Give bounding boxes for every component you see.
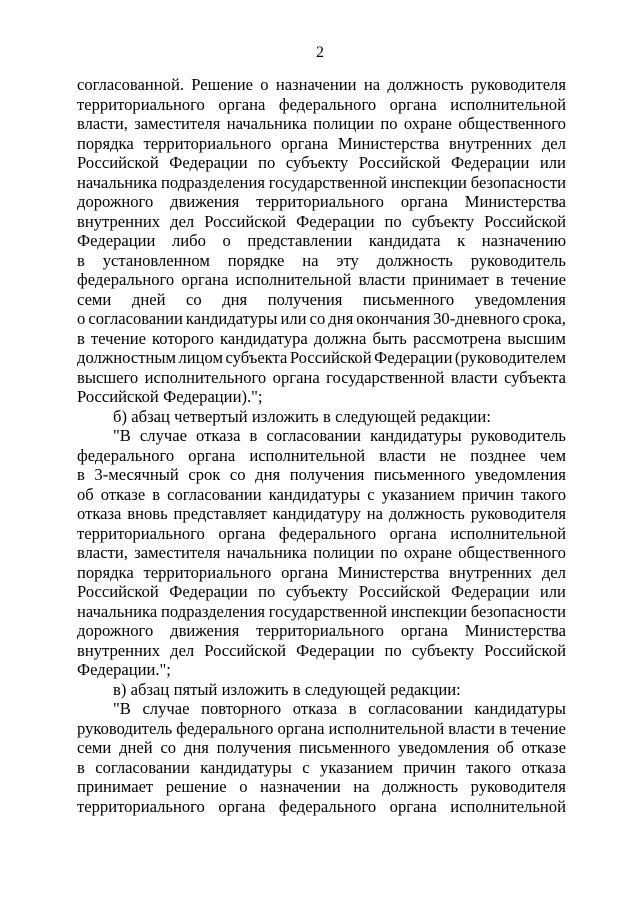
text-line: федерального органа исполнительной власти не позднее чем [77, 445, 566, 465]
text-line: Федерации."; [77, 660, 171, 679]
text-line: порядка территориального органа Министерства внутренних дел [77, 562, 566, 582]
text-line: Российской Федерации по субъекту Российской Федерации или [77, 153, 566, 172]
text-line: высшего исполнительного органа государственной власти субъекта [77, 367, 566, 387]
text-line: порядка территориального органа Министерства внутренних дел [77, 133, 566, 153]
text-line: внутренних дел Российской Федерации по субъекту Российской [77, 211, 566, 231]
text-line: "В случае повторного отказа в согласовании кандидатуры [113, 699, 566, 718]
text-line: внутренних дел Российской Федерации по субъекту Российской [77, 640, 566, 660]
text-line: начальника подразделения государственной инспекции безопасности [77, 172, 566, 192]
page-number: 2 [316, 44, 324, 61]
text-line: в течение которого кандидатура должна быть рассмотрена высшим [77, 328, 566, 348]
text-line: семи дней со дня получения письменного уведомления об отказе [77, 738, 566, 757]
text-line: о согласовании кандидатуры или со дня окончания 30-дневного срока, [77, 309, 566, 328]
text-line: власти, заместителя начальника полиции по охране общественного [77, 114, 566, 133]
text-line: Федерации либо о представлении кандидата к назначению [77, 231, 566, 250]
text-line: территориального органа федерального органа исполнительной [77, 523, 566, 543]
text-line: Российской Федерации)."; [77, 387, 263, 406]
text-line: отказа вновь представляет кандидатуру на должность руководителя [77, 504, 566, 523]
text-line: власти, заместителя начальника полиции по охране общественного [77, 543, 566, 562]
document-body [77, 75, 566, 816]
text-line: в 3-месячный срок со дня получения письменного уведомления [77, 465, 566, 484]
text-line: территориального органа федерального органа исполнительной [77, 796, 566, 816]
text-line: федерального органа исполнительной власти принимает в течение [77, 270, 566, 289]
text-line: начальника подразделения государственной инспекции безопасности [77, 601, 566, 621]
text-line: согласованной. Решение о назначении на должность руководителя [77, 75, 566, 94]
text-line: Российской Федерации по субъекту Российской Федерации или [77, 582, 566, 601]
text-line: руководитель федерального органа исполнительной власти в течение [77, 718, 566, 738]
text-line: об отказе в согласовании кандидатуры с указанием причин такого [77, 484, 566, 504]
text-line: б) абзац четвертый изложить в следующей редакции: [113, 406, 491, 426]
text-line: "В случае отказа в согласовании кандидатуры руководитель [113, 426, 566, 445]
text-line: семи дней со дня получения письменного уведомления [77, 289, 566, 309]
text-line: в согласовании кандидатуры с указанием причин такого отказа [77, 757, 566, 777]
text-line: в установленном порядке на эту должность руководитель [77, 250, 566, 270]
text-line: должностным лицом субъекта Российской Федерации (руководителем [77, 348, 566, 367]
text-line: дорожного движения территориального органа Министерства [77, 621, 566, 640]
text-line: принимает решение о назначении на должность руководителя [77, 777, 566, 796]
text-line: территориального органа федерального органа исполнительной [77, 94, 566, 114]
text-line: дорожного движения территориального органа Министерства [77, 192, 566, 211]
text-line: в) абзац пятый изложить в следующей редакции: [113, 679, 461, 699]
